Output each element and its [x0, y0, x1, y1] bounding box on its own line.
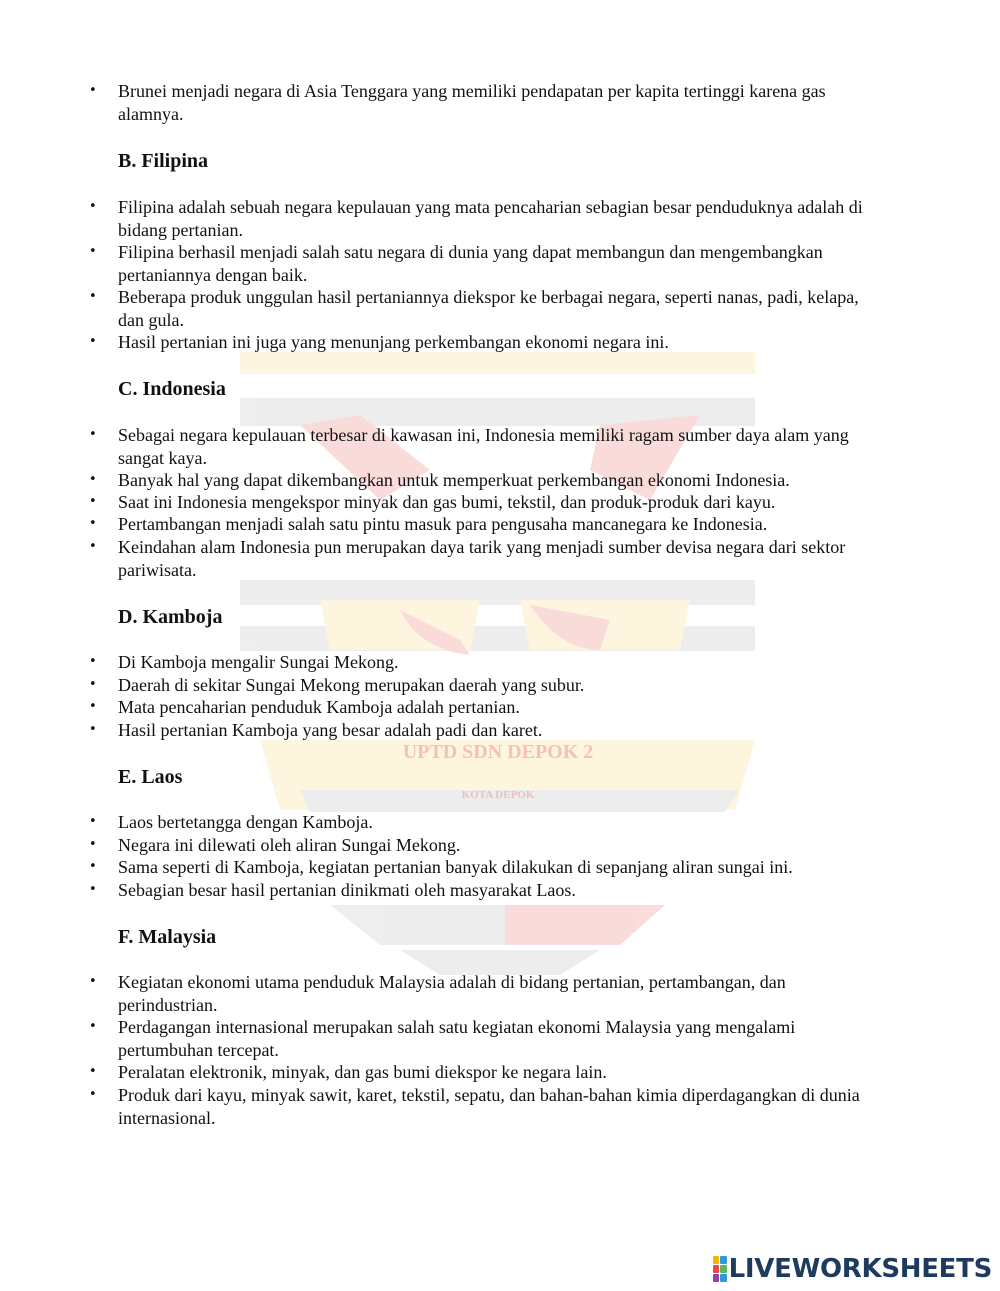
section-heading-laos: E. Laos [118, 766, 183, 788]
list-item: • Hasil pertanian Kamboja yang besar adalah padi dan karet. [118, 719, 883, 742]
list-item: • Filipina adalah sebuah negara kepulauan yang mata pencaharian sebagian besar penduduknya adalah di bidang pertanian. [118, 196, 883, 241]
watermark-city-text: KOTA DEPOK [461, 789, 535, 801]
list-item: • Sama seperti di Kamboja, kegiatan pertanian banyak dilakukan di sepanjang aliran sungai ini. [118, 856, 883, 879]
list-item: • Produk dari kayu, minyak sawit, karet, tekstil, sepatu, dan bahan-bahan kimia diperdagangkan di dunia internasional. [118, 1084, 883, 1129]
section-heading-kamboja: D. Kamboja [118, 606, 223, 628]
logo-block [713, 1256, 720, 1264]
list-item: • Beberapa produk unggulan hasil pertaniannya diekspor ke berbagai negara, seperti nanas, padi, kelapa, dan gula. [118, 286, 883, 331]
list-item: • Laos bertetangga dengan Kamboja. [118, 811, 883, 834]
list-item: • Sebagian besar hasil pertanian dinikmati oleh masyarakat Laos. [118, 879, 883, 902]
list-item: • Mata pencaharian penduduk Kamboja adalah pertanian. [118, 696, 883, 719]
list-item: • Perdagangan internasional merupakan salah satu kegiatan ekonomi Malaysia yang mengalami pertumbuhan tercepat. [118, 1016, 883, 1061]
logo-block [720, 1265, 727, 1273]
section-heading-filipina: B. Filipina [118, 150, 209, 172]
section-heading-malaysia: F. Malaysia [118, 926, 217, 948]
liveworksheets-logo[interactable] [713, 1254, 992, 1284]
list-item: • Filipina berhasil menjadi salah satu negara di dunia yang dapat membangun dan mengembangkan pertaniannya dengan baik. [118, 241, 883, 286]
list-item: • Peralatan elektronik, minyak, dan gas bumi diekspor ke negara lain. [118, 1061, 883, 1084]
list-item: • Daerah di sekitar Sungai Mekong merupakan daerah yang subur. [118, 674, 883, 697]
list-item: • Brunei menjadi negara di Asia Tenggara yang memiliki pendapatan per kapita tertinggi karena gas alamnya. [118, 80, 883, 125]
list-item: • Di Kamboja mengalir Sungai Mekong. [118, 651, 883, 674]
list-item: • Keindahan alam Indonesia pun merupakan daya tarik yang menjadi sumber devisa negara dari sektor pariwisata. [118, 536, 883, 581]
list-item: • Pertambangan menjadi salah satu pintu masuk para pengusaha mancanegara ke Indonesia. [118, 513, 883, 536]
logo-block [713, 1274, 720, 1282]
list-item: • Kegiatan ekonomi utama penduduk Malaysia adalah di bidang pertanian, pertambangan, dan perindustrian. [118, 971, 883, 1016]
logo-block [720, 1274, 727, 1282]
list-item: • Negara ini dilewati oleh aliran Sungai Mekong. [118, 834, 883, 857]
list-item: • Banyak hal yang dapat dikembangkan untuk memperkuat perkembangan ekonomi Indonesia. [118, 469, 883, 492]
list-item: • Sebagai negara kepulauan terbesar di kawasan ini, Indonesia memiliki ragam sumber daya alam yang sangat kaya. [118, 424, 883, 469]
list-item: • Saat ini Indonesia mengekspor minyak dan gas bumi, tekstil, dan produk-produk dari kayu. [118, 491, 883, 514]
logo-blocks-icon [713, 1256, 727, 1282]
logo-block [713, 1265, 720, 1273]
logo-block [720, 1256, 727, 1264]
logo-wordmark: LIVEWORKSHEETS [728, 1254, 992, 1284]
section-heading-indonesia: C. Indonesia [118, 378, 226, 400]
watermark-school-text: UPTD SDN DEPOK 2 [402, 741, 594, 763]
list-item: • Hasil pertanian ini juga yang menunjang perkembangan ekonomi negara ini. [118, 331, 883, 354]
